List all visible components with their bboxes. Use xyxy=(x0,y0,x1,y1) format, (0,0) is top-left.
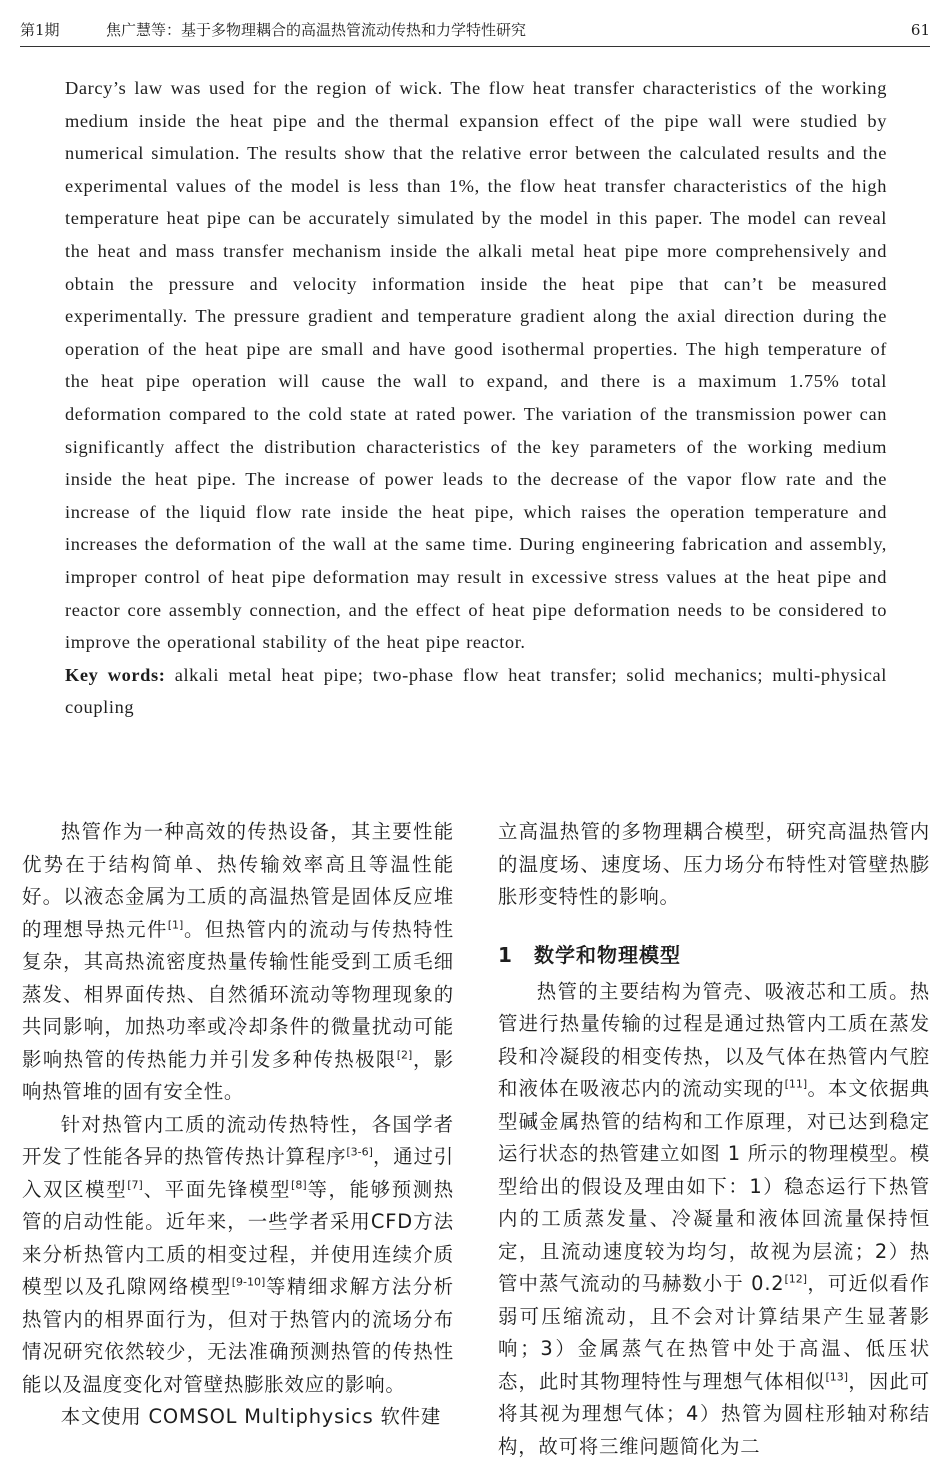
citation: [7] xyxy=(127,1178,143,1192)
citation: [1] xyxy=(167,918,184,932)
section-number: 1 xyxy=(498,942,513,967)
body-column-left xyxy=(22,816,454,1434)
english-abstract xyxy=(65,72,887,724)
keywords-text: alkali metal heat pipe; two-phase flow heat transfer; solid mechanics; multi-physical coupling xyxy=(65,664,887,718)
citation: [8] xyxy=(291,1178,307,1192)
citation: [9-10] xyxy=(231,1275,266,1289)
intro-paragraph-3-continued: 立高温热管的多物理耦合模型，研究高温热管内的温度场、速度场、压力场分布特性对管壁热膨胀形变特性的影响。 xyxy=(498,820,930,908)
running-title: 焦广慧等：基于多物理耦合的高温热管流动传热和力学特性研究 xyxy=(106,21,527,39)
citation: [12] xyxy=(784,1272,808,1286)
issue-label: 第1期 xyxy=(20,21,60,39)
keywords-label: Key words: xyxy=(65,664,166,685)
page-number: 61 xyxy=(910,21,930,39)
header-rule xyxy=(20,46,930,47)
citation: [11] xyxy=(784,1077,808,1091)
citation: [3-6] xyxy=(346,1145,373,1159)
citation: [2] xyxy=(396,1048,413,1062)
section-heading xyxy=(498,939,930,971)
intro-paragraph-3: 本文使用 COMSOL Multiphysics 软件建 xyxy=(60,1405,442,1428)
citation: [13] xyxy=(825,1370,849,1384)
body-column-right xyxy=(498,816,930,1463)
intro-paragraph-1: 热管作为一种高效的传热设备，其主要性能优势在于结构简单、热传输效率高且等温性能好。以液态金属为工质的高温热管是固体反应堆的理想导热元件[1]。但热管内的流动与传热特性复杂，其高热流密度热量传输性能受到工质毛细蒸发、相界面传热、自然循环流动等物理现象的共同影响，加热功率或冷却条件的微量扰动可能影响热管的传热能力并引发多种传热极限[2]，影响热管堆的固有安全性。 xyxy=(22,820,454,1103)
keywords-line xyxy=(65,659,887,724)
running-header xyxy=(20,18,930,42)
section-1-paragraph-1: 热管的主要结构为管壳、吸液芯和工质。热管进行热量传输的过程是通过热管内工质在蒸发段和冷凝段的相变传热，以及气体在热管内气腔和液体在吸液芯内的流动实现的[11]。本文依据典型碱金属热管的结构和工作原理，对已达到稳定运行状态的热管建立如图 1 所示的物理模型。模型给出的假设及理由如下：1）稳态运行下热管内的工质蒸发量、冷凝量和液体回流量保持恒定，且流动速度较为均匀，故视为层流；2）热管中蒸气流动的马赫数小于 0.2[12]，可近似看作弱可压缩流动，且不会对计算结果产生显著影响；3）金属蒸气在热管中处于高温、低压状态，此时其物理特性与理想气体相似[13]，因此可将其视为理想气体；4）热管为圆柱形轴对称结构，故可将三维问题简化为二 xyxy=(498,979,930,1458)
intro-paragraph-2: 针对热管内工质的流动传热特性，各国学者开发了性能各异的热管传热计算程序[3-6]，通过引入双区模型[7]、平面先锋模型[8]等，能够预测热管的启动性能。近年来，一些学者采用CFD方法来分析热管内工质的相变过程，并使用连续介质模型以及孔隙网络模型[9-10]等精细求解方法分析热管内的相界面行为，但对于热管内的流场分布情况研究依然较少，无法准确预测热管的传热性能以及温度变化对管壁热膨胀效应的影响。 xyxy=(22,1112,454,1396)
abstract-text: Darcy’s law was used for the region of wick. The flow heat transfer characteristics of the working medium inside the heat pipe and the thermal expansion effect of the pipe wall were studied by numerical simulation. The results show that the relative error between the calculated results and the experimental values of the model is less than 1%, the flow heat transfer characteristics of the high temperature heat pipe can be accurately simulated by the model in this paper. The model can reveal the heat and mass transfer mechanism inside the alkali metal heat pipe more comprehensively and obtain the pressure and velocity information inside the heat pipe that can’t be measured experimentally. The pressure gradient and temperature gradient along the axial direction during the operation of the heat pipe are small and have good isothermal properties. The high temperature of the heat pipe operation will cause the wall to expand, and there is a maximum 1.75% total deformation compared to the cold state at rated power. The variation of the transmission power can significantly affect the distribution characteristics of the key parameters of the working medium inside the heat pipe. The increase of power leads to the decrease of the vapor flow rate and the increase of the liquid flow rate inside the heat pipe, which raises the operation temperature and increases the deformation of the wall at the same time. During engineering fabrication and assembly, improper control of heat pipe deformation may result in excessive stress values at the heat pipe and reactor core assembly connection, and the effect of heat pipe deformation needs to be considered to improve the operational stability of the heat pipe reactor. xyxy=(65,78,887,653)
section-title: 数学和物理模型 xyxy=(534,942,681,967)
